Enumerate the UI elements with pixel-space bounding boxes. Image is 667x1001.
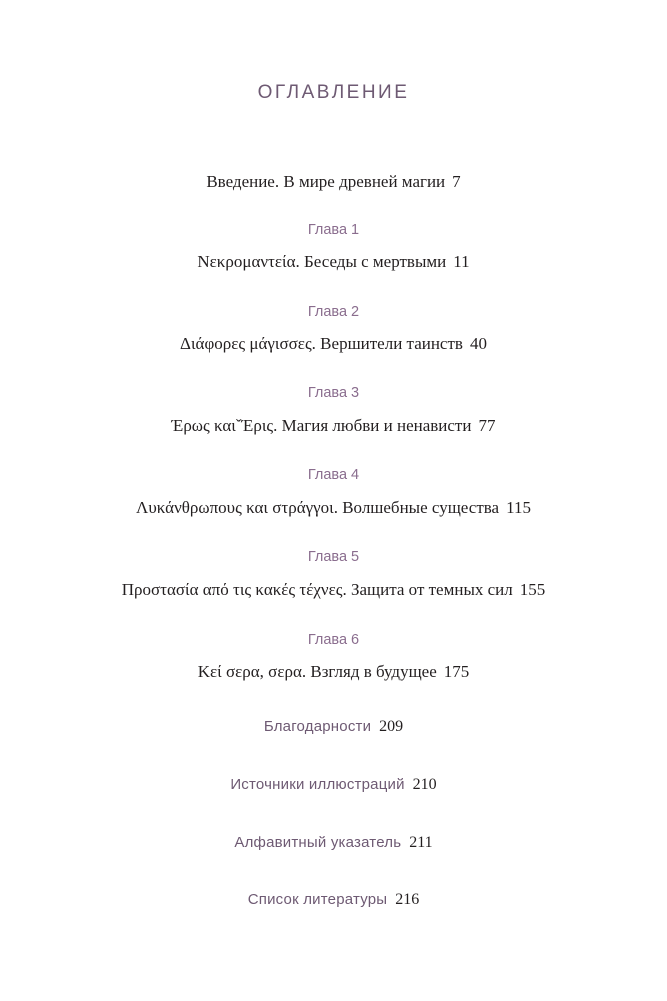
- toc-entry-page: 7: [452, 172, 461, 191]
- toc-entry-page: 175: [443, 662, 470, 681]
- toc-heading: ОГЛАВЛЕНИЕ: [257, 82, 410, 103]
- toc-entry-page: 211: [409, 834, 433, 851]
- chapter-label: Глава 1: [307, 222, 360, 238]
- toc-entry-title: Список литературы: [247, 891, 388, 908]
- chapter-label: Глава 4: [307, 467, 360, 483]
- toc-entry-chapter-1[interactable]: [0, 252, 667, 272]
- toc-entry-title: Λυκάνθρωπους και στράγγοι. Волшебные существа: [136, 498, 500, 517]
- toc-entry-index[interactable]: [0, 834, 667, 852]
- toc-entry-chapter-6[interactable]: [0, 662, 667, 682]
- toc-entry-page: 115: [506, 498, 531, 517]
- toc-entry-page: 216: [395, 891, 420, 908]
- toc-entry-page: 209: [379, 718, 404, 735]
- toc-entry-title: Κεί σερα, σερα. Взгляд в будущее: [197, 662, 437, 681]
- toc-entry-title: Νεκρομαντεία. Беседы с мертвыми: [197, 252, 447, 271]
- toc-entry-page: 40: [469, 334, 487, 353]
- chapter-label: Глава 2: [307, 304, 360, 320]
- chapter-label: Глава 5: [307, 549, 360, 565]
- toc-entry-chapter-3[interactable]: [0, 416, 667, 436]
- toc-entry-page: 11: [453, 252, 470, 271]
- toc-entry-title: Благодарности: [263, 718, 372, 735]
- toc-entry-illustration-sources[interactable]: [0, 776, 667, 794]
- toc-entry-page: 77: [478, 416, 496, 435]
- toc-entry-title: Источники иллюстраций: [230, 776, 405, 793]
- toc-entry-title: Προστασία από τις κακές τέχνες. Защита от темных сил: [121, 580, 513, 599]
- toc-entry-chapter-4[interactable]: [0, 498, 667, 518]
- chapter-label: Глава 6: [307, 632, 360, 648]
- toc-entry-title: Введение. В мире древней магии: [206, 172, 446, 191]
- toc-entry-chapter-2[interactable]: [0, 334, 667, 354]
- toc-entry-chapter-5[interactable]: [0, 580, 667, 600]
- toc-entry-page: 210: [412, 776, 437, 793]
- toc-entry-acknowledgements[interactable]: [0, 718, 667, 736]
- chapter-label: Глава 3: [307, 385, 360, 401]
- toc-entry-bibliography[interactable]: [0, 891, 667, 909]
- toc-entry-page: 155: [519, 580, 546, 599]
- toc-entry-intro[interactable]: [0, 172, 667, 192]
- toc-entry-title: Διάφορες μάγισσες. Вершители таинств: [180, 334, 463, 353]
- toc-entry-title: Έρως καιˇΈρις. Магия любви и ненависти: [171, 416, 472, 435]
- toc-entry-title: Алфавитный указатель: [234, 834, 402, 851]
